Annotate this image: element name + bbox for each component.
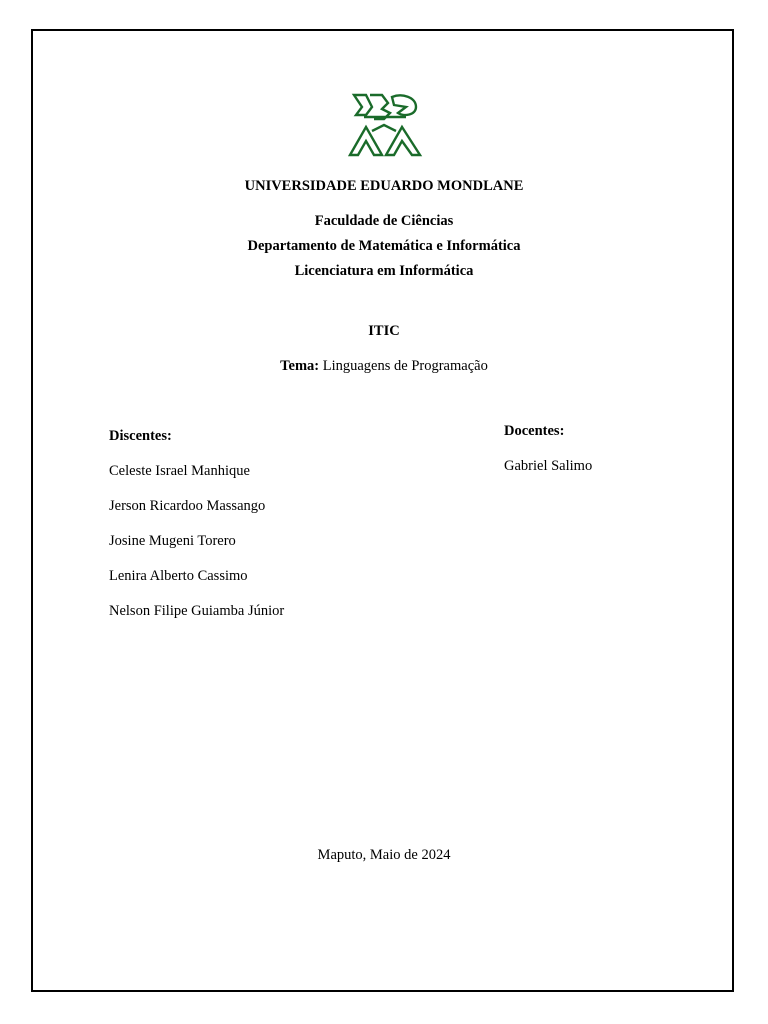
university-emblem-icon xyxy=(346,91,424,161)
university-name: UNIVERSIDADE EDUARDO MONDLANE xyxy=(244,178,524,194)
student-name: Josine Mugeni Torero xyxy=(109,533,236,549)
faculty-name: Faculdade de Ciências xyxy=(314,213,454,229)
student-name: Nelson Filipe Guiamba Júnior xyxy=(109,603,285,619)
teacher-name: Gabriel Salimo xyxy=(504,458,593,474)
degree-name: Licenciatura em Informática xyxy=(294,263,474,279)
topic-value: Linguagens de Programação xyxy=(319,358,488,374)
student-name: Lenira Alberto Cassimo xyxy=(109,568,248,584)
teachers-heading: Docentes: xyxy=(504,423,565,439)
topic-line xyxy=(0,357,768,375)
course-code: ITIC xyxy=(368,323,400,339)
student-name: Jerson Ricardoo Massango xyxy=(109,498,266,514)
place-date: Maputo, Maio de 2024 xyxy=(317,847,451,863)
topic-label: Tema: xyxy=(280,358,320,374)
department-name: Departamento de Matemática e Informática xyxy=(247,238,521,254)
students-heading: Discentes: xyxy=(109,428,172,444)
student-name: Celeste Israel Manhique xyxy=(109,463,250,479)
